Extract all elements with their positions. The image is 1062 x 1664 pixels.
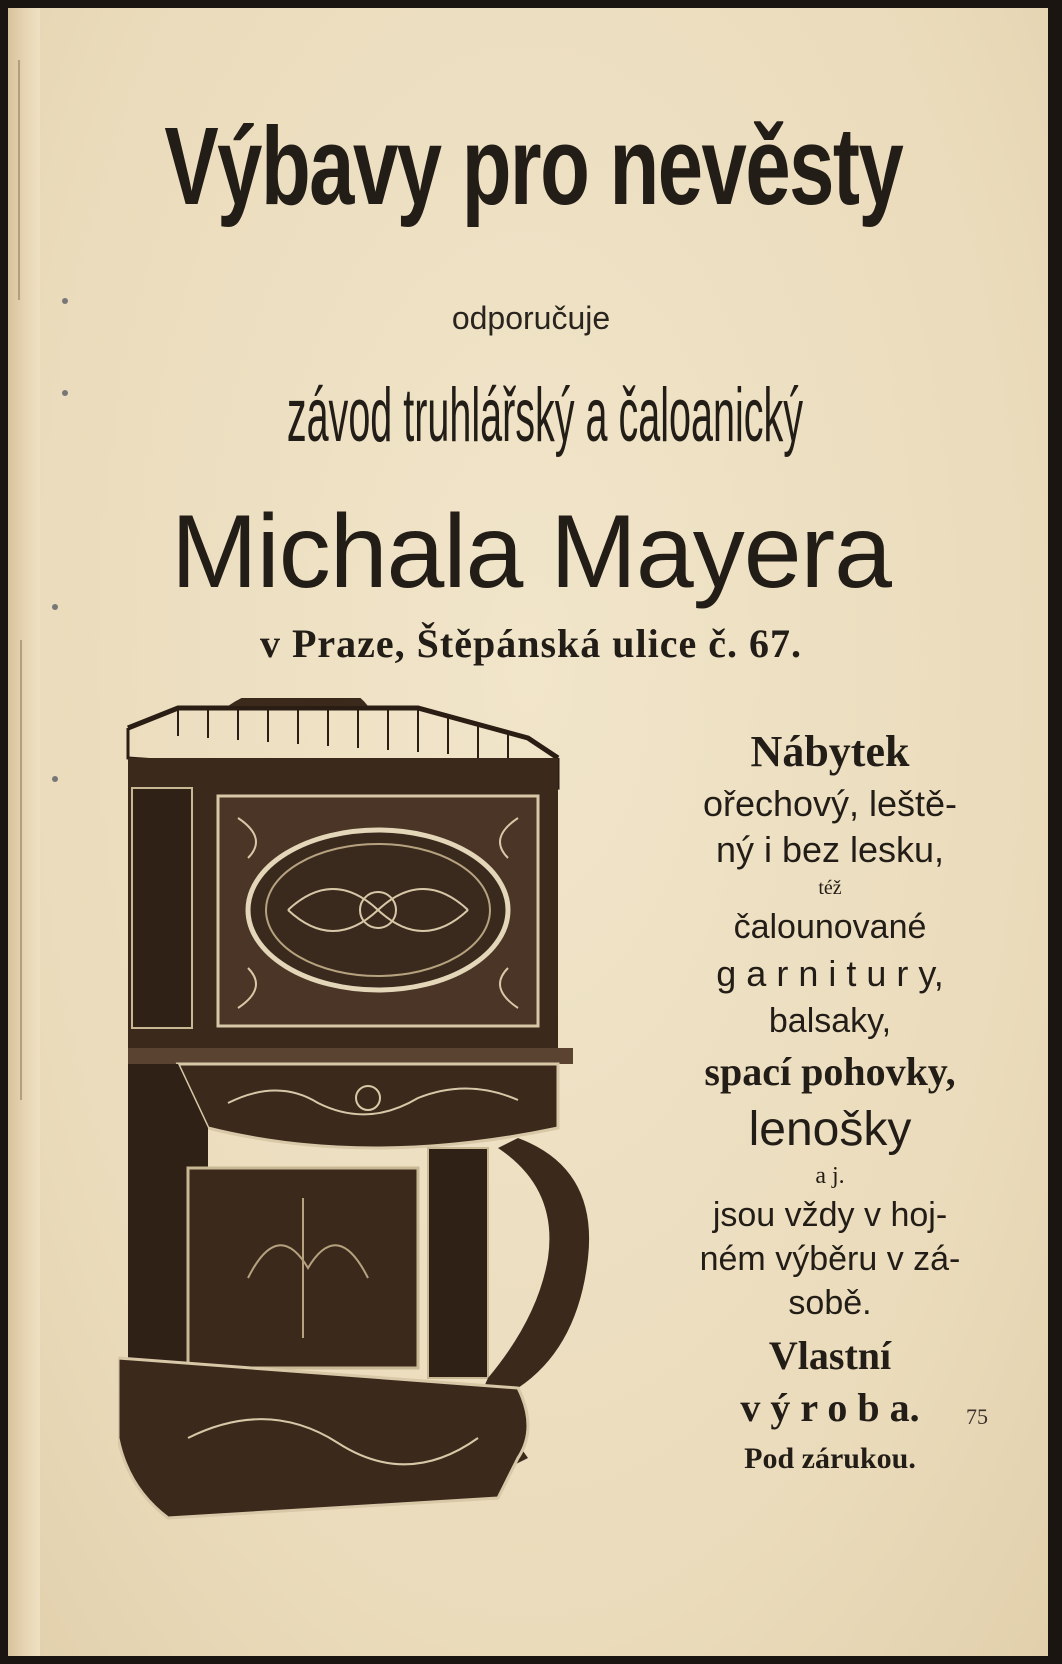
desc-line: jsou vždy v hoj- (712, 1196, 948, 1234)
book-binding (8, 8, 40, 1656)
desc-line: též (818, 877, 842, 899)
furniture-description (660, 727, 1000, 1475)
recommends-text: odporučuje (451, 300, 611, 336)
binding-crease (18, 60, 20, 300)
cabinet-illustration (118, 698, 638, 1598)
page-number: 75 (966, 1404, 988, 1429)
desc-line: spací pohovky, (704, 1049, 956, 1094)
own-production-label-2: v ý r o b a. (740, 1385, 920, 1430)
workshop-name: závod truhlářský a čaloanický (286, 373, 804, 458)
desc-line: ný i bez lesku, (715, 829, 945, 870)
own-production-label: Vlastní (768, 1333, 892, 1378)
desc-line: čalounované (733, 908, 927, 946)
address: v Praze, Štěpánská ulice č. 67. (259, 621, 803, 666)
print-speck (52, 776, 58, 782)
desc-line: lenošky (748, 1103, 912, 1156)
furniture-heading: Nábytek (750, 727, 910, 776)
print-speck (62, 390, 68, 396)
owner-name: Michala Mayera (170, 494, 892, 610)
desc-line: a j. (815, 1163, 845, 1189)
page-title: Výbavy pro nevěsty (164, 105, 903, 228)
desc-line: sobě. (788, 1284, 872, 1322)
desc-line: ořechový, leště- (702, 783, 958, 824)
desc-line: g a r n i t u r y, (716, 953, 944, 994)
print-speck (52, 604, 58, 610)
guarantee-text: Pod zárukou. (744, 1442, 916, 1475)
binding-crease (20, 640, 22, 1100)
desc-line: ném výběru v zá- (699, 1240, 961, 1278)
desc-line: balsaky, (768, 1002, 892, 1040)
